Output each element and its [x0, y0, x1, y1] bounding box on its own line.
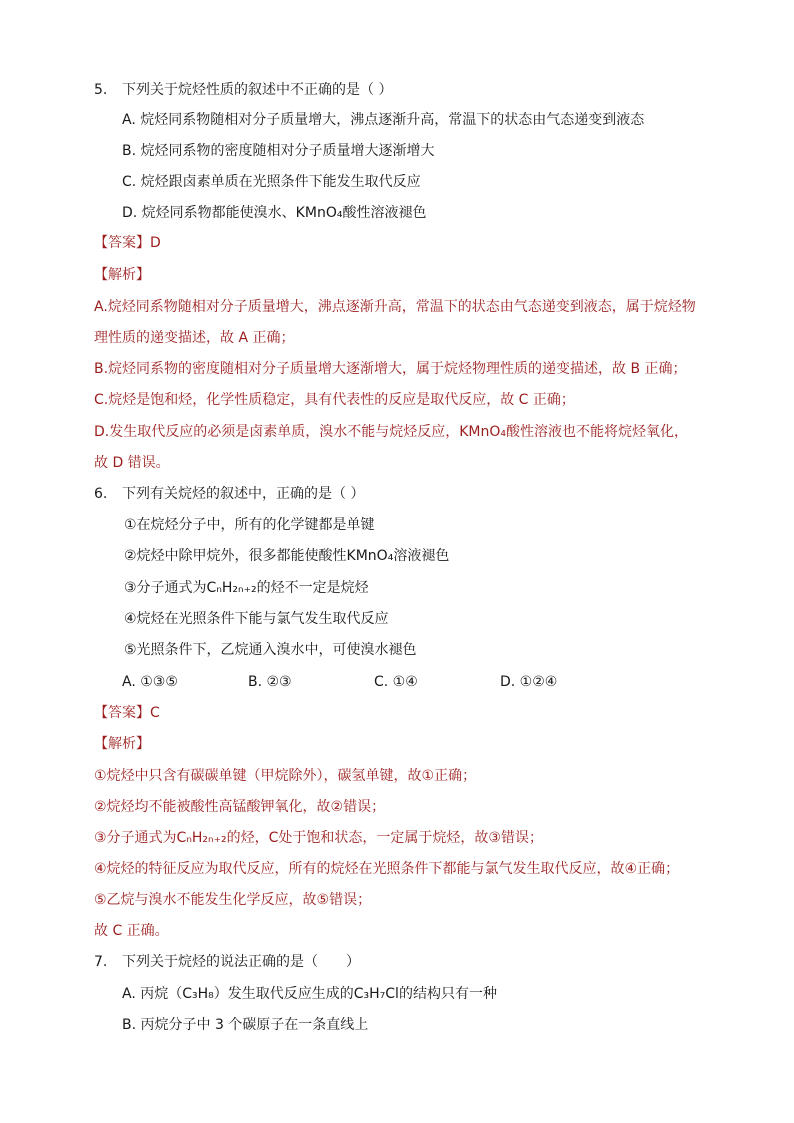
q5-stem: 下列关于烷烃性质的叙述中不正确的是（ ）	[122, 82, 393, 98]
q7-number: 7.	[94, 954, 108, 970]
q6-answer: 【答案】C	[94, 705, 160, 721]
q6-statement: ③分子通式为CₙH₂ₙ₊₂的烃不一定是烷烃	[124, 580, 369, 596]
q5-option-b: B. 烷烃同系物的密度随相对分子质量增大逐渐增大	[122, 143, 435, 159]
q5-analysis-title: 【解析】	[94, 267, 150, 283]
q7-stem: 下列关于烷烃的说法正确的是（ ）	[122, 954, 360, 970]
q5-analysis-line: A.烷烃同系物随相对分子质量增大，沸点逐渐升高，常温下的状态由气态递变到液态，属于烷烃物	[94, 299, 696, 315]
q6-stem: 下列有关烷烃的叙述中，正确的是（ ）	[122, 486, 365, 502]
q7-option-a: A. 丙烷（C₃H₈）发生取代反应生成的C₃H₇Cl的结构只有一种	[122, 986, 497, 1002]
q6-option-a: A. ①③⑤	[122, 674, 178, 690]
q5-analysis-line: 故 D 错误。	[94, 455, 170, 471]
q6-statement: ④烷烃在光照条件下能与氯气发生取代反应	[124, 611, 389, 627]
q6-statement: ①在烷烃分子中，所有的化学键都是单键	[124, 517, 375, 533]
q6-option-d: D. ①②④	[500, 674, 558, 690]
q6-statement: ②烷烃中除甲烷外，很多都能使酸性KMnO₄溶液褪色	[124, 548, 450, 564]
q6-analysis-line: ①烷烃中只含有碳碳单键（甲烷除外），碳氢单键，故①正确；	[94, 768, 477, 784]
q5-analysis-line: 理性质的递变描述，故 A 正确；	[94, 330, 295, 346]
q5-option-a: A. 烷烃同系物随相对分子质量增大，沸点逐渐升高，常温下的状态由气态递变到液态	[122, 112, 645, 128]
q6-analysis-line: ③分子通式为CₙH₂ₙ₊₂的烃，C处于饱和状态，一定属于烷烃，故③错误；	[94, 830, 543, 846]
q6-options-row	[122, 672, 682, 692]
q6-analysis-line: ⑤乙烷与溴水不能发生化学反应，故⑤错误；	[94, 892, 372, 908]
q6-option-c: C. ①④	[374, 674, 418, 690]
q5-number: 5.	[94, 82, 108, 98]
q5-option-d: D. 烷烃同系物都能使溴水、KMnO₄酸性溶液褪色	[122, 205, 427, 221]
q6-analysis-title: 【解析】	[94, 736, 150, 752]
q5-answer: 【答案】D	[94, 235, 161, 251]
q5-analysis-line: C.烷烃是饱和烃，化学性质稳定，具有代表性的反应是取代反应，故 C 正确；	[94, 392, 575, 408]
q6-statement: ⑤光照条件下，乙烷通入溴水中，可使溴水褪色	[124, 642, 417, 658]
q5-option-c: C. 烷烃跟卤素单质在光照条件下能发生取代反应	[122, 174, 421, 190]
q6-option-b: B. ②③	[248, 674, 292, 690]
q6-analysis-line: 故 C 正确。	[94, 923, 169, 939]
q6-number: 6.	[94, 486, 108, 502]
q7-option-b: B. 丙烷分子中 3 个碳原子在一条直线上	[122, 1017, 369, 1033]
q5-analysis-line: D.发生取代反应的必须是卤素单质，溴水不能与烷烃反应，KMnO₄酸性溶液也不能将烷烃氧化，	[94, 424, 688, 440]
q6-analysis-line: ②烷烃均不能被酸性高锰酸钾氧化，故②错误；	[94, 799, 386, 815]
q6-analysis-line: ④烷烃的特征反应为取代反应，所有的烷烃在光照条件下都能与氯气发生取代反应，故④正确；	[94, 861, 680, 877]
q5-analysis-line: B.烷烃同系物的密度随相对分子质量增大逐渐增大，属于烷烃物理性质的递变描述，故 B 正确；	[94, 361, 687, 377]
